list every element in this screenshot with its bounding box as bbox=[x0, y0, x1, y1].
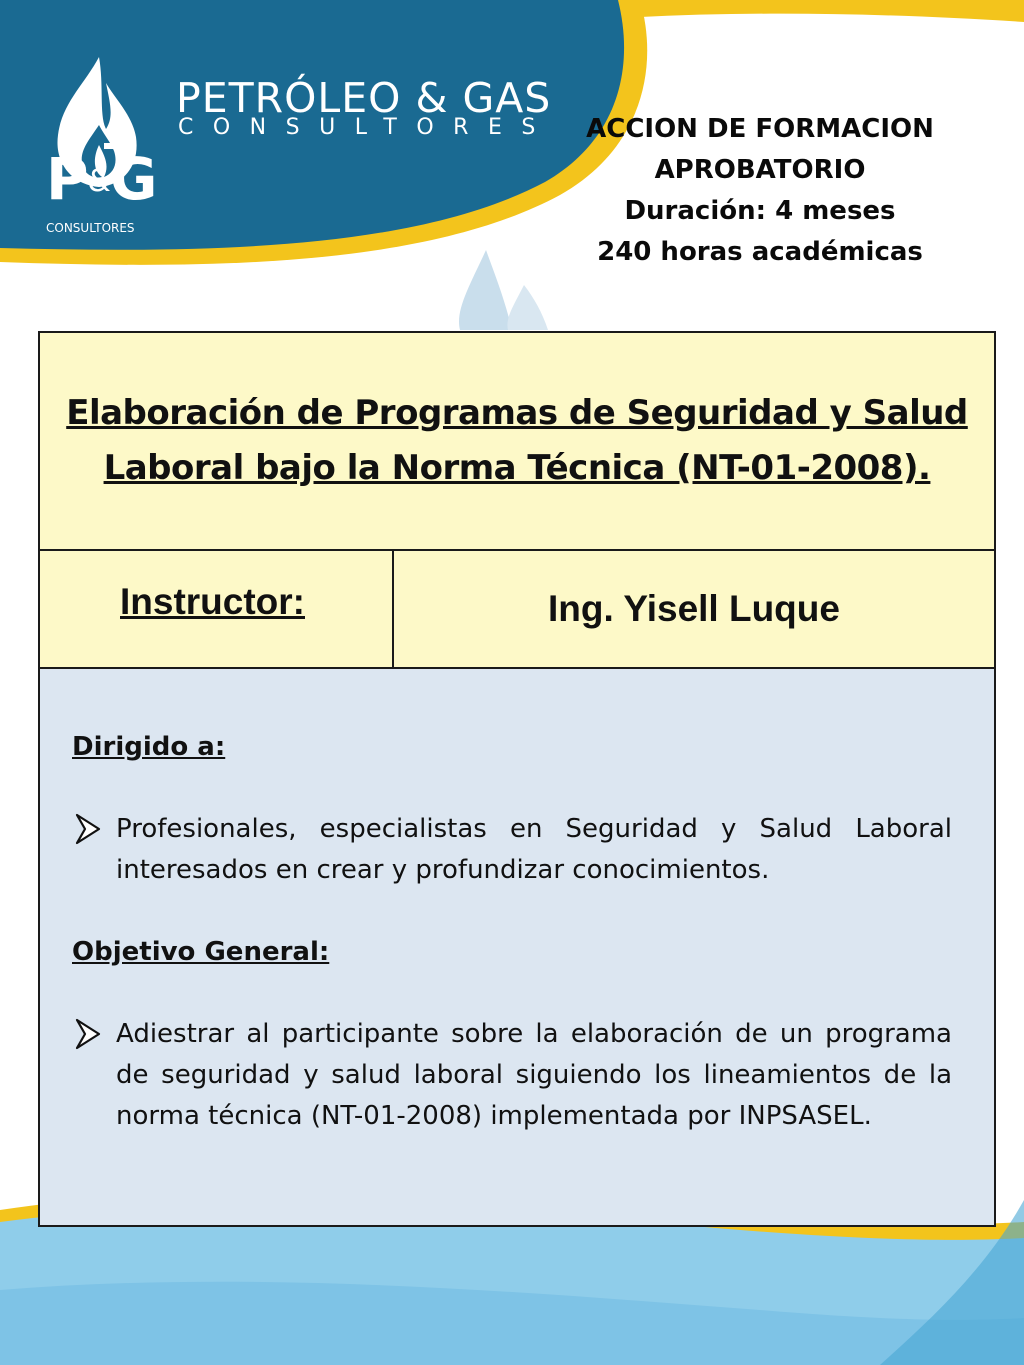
audience-heading: Dirigido a: bbox=[72, 732, 226, 762]
info-line-duration: Duración: 4 meses bbox=[624, 196, 896, 226]
brand-subtitle: CONSULTORES bbox=[178, 115, 555, 140]
info-line-status: APROBATORIO bbox=[654, 155, 866, 185]
logo-initial-p: P bbox=[46, 145, 86, 213]
objective-heading: Objetivo General: bbox=[72, 937, 330, 967]
info-line-type: ACCION DE FORMACION bbox=[586, 114, 934, 144]
course-card bbox=[38, 331, 996, 1227]
arrow-bullet-icon bbox=[74, 1016, 104, 1052]
title-cell bbox=[40, 333, 994, 551]
audience-text: Profesionales, especialistas en Seguridad y Salud Laboral interesados en crear y profundizar conocimientos. bbox=[116, 814, 952, 885]
details-cell bbox=[40, 669, 994, 1225]
objective-item bbox=[72, 1014, 952, 1137]
course-info bbox=[560, 109, 960, 273]
course-title-line2: Laboral bajo la Norma Técnica (NT-01-2008). bbox=[103, 448, 931, 488]
logo-initial-g: G bbox=[109, 145, 155, 213]
course-title bbox=[66, 386, 968, 496]
instructor-label: Instructor: bbox=[120, 581, 305, 622]
logo-initials bbox=[46, 145, 155, 213]
course-title-line1: Elaboración de Programas de Seguridad y Salud bbox=[66, 393, 968, 433]
instructor-label-cell bbox=[40, 551, 394, 667]
instructor-row bbox=[40, 551, 994, 669]
objective-text: Adiestrar al participante sobre la elaboración de un programa de seguridad y salud laboral siguiendo los lineamientos de la norma técnica (NT-01-2008) implementada por INPSASEL. bbox=[116, 1019, 952, 1131]
brand-name: PETRÓLEO & GAS bbox=[176, 74, 552, 122]
audience-item bbox=[72, 809, 952, 891]
info-line-hours: 240 horas académicas bbox=[597, 237, 923, 267]
arrow-bullet-icon bbox=[74, 811, 104, 847]
logo-caption: CONSULTORES bbox=[46, 221, 135, 235]
logo-ampersand: & bbox=[87, 164, 108, 199]
instructor-name: Ing. Yisell Luque bbox=[548, 588, 840, 629]
